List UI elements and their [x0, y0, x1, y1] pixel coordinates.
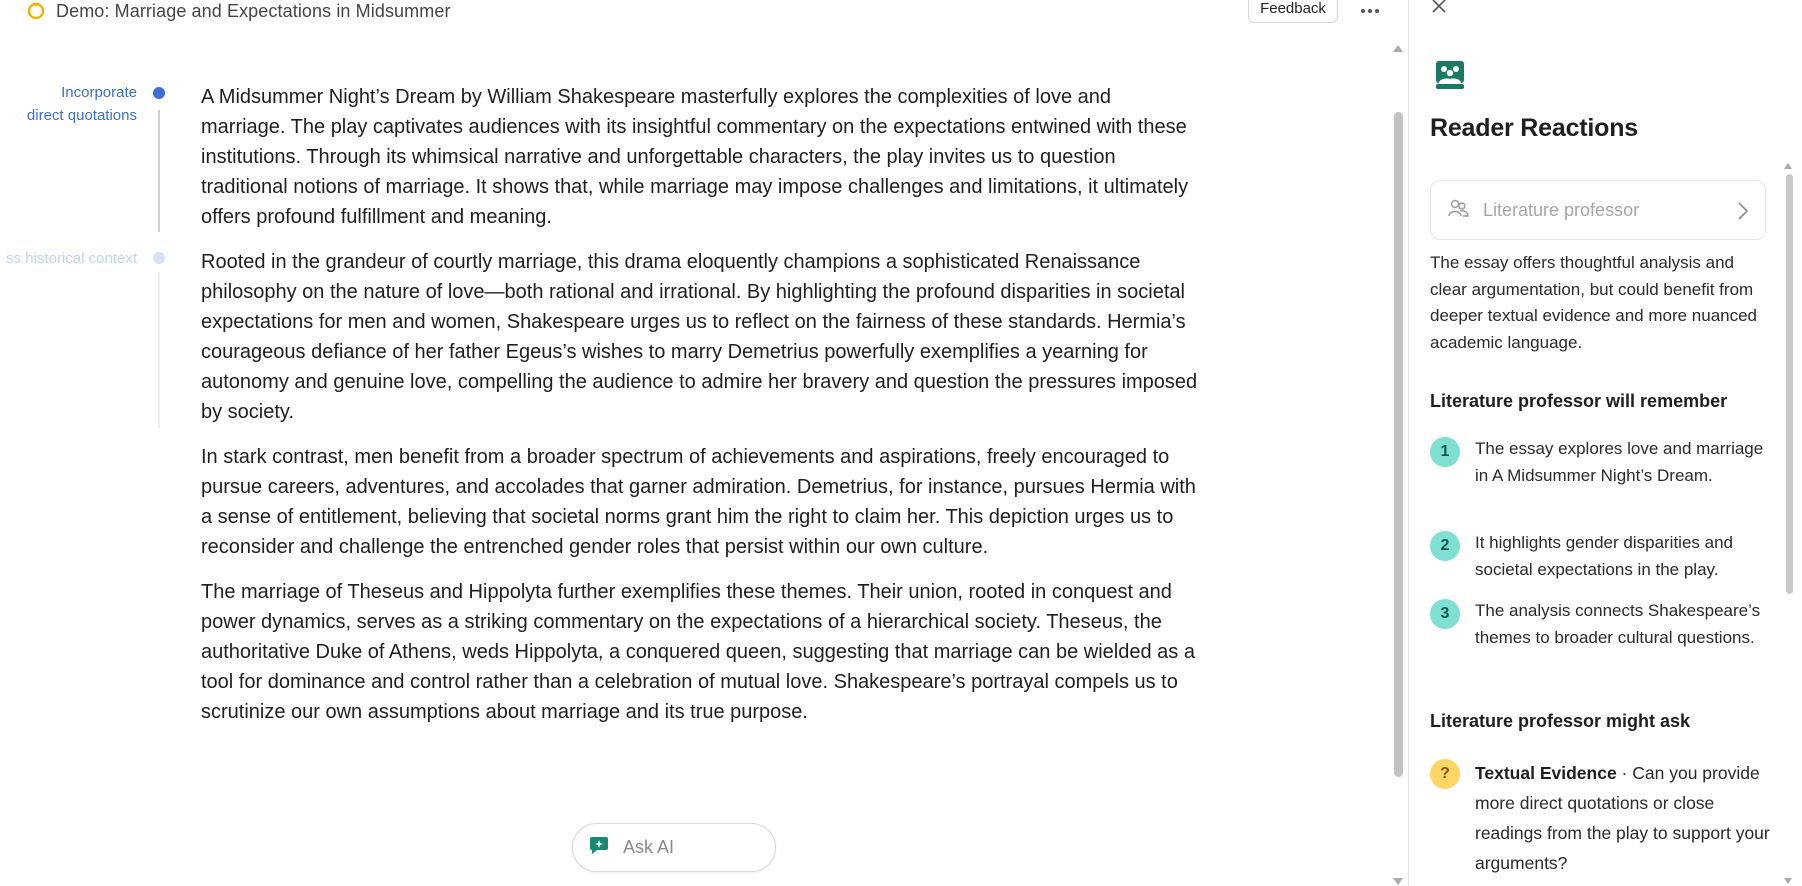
editor-scroll-down-arrow[interactable]	[1393, 878, 1403, 885]
document-ring-icon	[26, 0, 46, 20]
reader-reactions-icon	[1435, 60, 1467, 92]
question-separator: ·	[1616, 763, 1633, 783]
reaction-summary: The essay offers thoughtful analysis and clear argumentation, but could benefit from deeper textual evidence and more nuanced academic language.	[1430, 253, 1758, 352]
ask-ai-label: Ask AI	[623, 837, 675, 857]
personas-icon	[1447, 197, 1469, 224]
panel-scrollbar-thumb[interactable]	[1786, 174, 1793, 594]
editor-scrollbar-thumb[interactable]	[1394, 112, 1403, 777]
essay-editor[interactable]	[201, 82, 1201, 742]
memory-item	[1430, 436, 1770, 489]
question-badge: ?	[1430, 759, 1460, 789]
memory-number-badge: 1	[1430, 437, 1460, 467]
essay-paragraph[interactable]: In stark contrast, men benefit from a broader spectrum of achievements and aspirations, freely encouraged to pursue careers, adventures, and accolades that garner admiration. Demetrius, for instance, pursues Hermia with a sense of entitlement, believing that societal norms grant him the right to claim her. This depiction urges us to reconsider and challenge the entrenched gender roles that persist within our own culture.	[201, 446, 1196, 558]
suggestion-range-line	[158, 272, 160, 428]
memory-text: It highlights gender disparities and societal expectations in the play.	[1475, 533, 1733, 579]
remember-heading: Literature professor will remember	[1430, 391, 1728, 411]
suggestion-label-line2: direct quotations	[26, 107, 137, 124]
ai-chat-icon	[589, 835, 609, 860]
ask-heading: Literature professor might ask	[1430, 711, 1691, 731]
memory-item	[1430, 598, 1770, 651]
suggestion-historical-context[interactable]: ss historical context	[6, 250, 137, 267]
suggestion-incorporate-quotations[interactable]	[0, 81, 137, 127]
essay-paragraph[interactable]: Rooted in the grandeur of courtly marriage, this drama eloquently champions a sophisticated Renaissance philosophy on the nature of love—both rational and irrational. By highlighting the profound disparities in societal expectations for men and women, Shakespeare urges us to reflect on the fairness of these standards. Hermia’s courageous defiance of her father Egeus’s wishes to marry Demetrius powerfully exemplifies a yearning for autonomy and genuine love, compelling the audience to admire her bravery and question the pressures imposed by society.	[201, 251, 1198, 423]
memory-number-badge: 2	[1430, 531, 1460, 561]
persona-label: Literature professor	[1483, 199, 1640, 220]
suggestion-range-line	[158, 110, 160, 232]
essay-paragraph[interactable]: A Midsummer Night’s Dream by William Shakespeare masterfully explores the complexities of love and marriage. The play captivates audiences with its insightful commentary on the expectations entwined with these institutions. Through its whimsical narrative and unforgettable characters, the play invites us to question traditional notions of marriage. It shows that, while marriage may impose challenges and limitations, it ultimately offers profound fulfillment and meaning.	[201, 86, 1189, 228]
panel-scroll-up-arrow[interactable]	[1784, 163, 1792, 169]
editor-scroll-up-arrow[interactable]	[1393, 45, 1403, 52]
panel-title: Reader Reactions	[1430, 114, 1638, 142]
memory-number-badge: 3	[1430, 599, 1460, 629]
chevron-right-icon	[1737, 201, 1749, 226]
suggestion-label-line1: Incorporate	[61, 84, 137, 101]
memory-text: The essay explores love and marriage in A Midsummer Night’s Dream.	[1475, 439, 1764, 485]
document-title: Demo: Marriage and Expectations in Midsummer	[56, 0, 451, 21]
close-icon[interactable]	[1429, 0, 1449, 18]
question-item	[1430, 758, 1770, 878]
ask-ai-button[interactable]	[572, 823, 776, 872]
document-title-bar	[26, 0, 451, 22]
essay-paragraph[interactable]: The marriage of Theseus and Hippolyta further exemplifies these themes. Their union, rooted in conquest and power dynamics, serves as a striking commentary on the expectations of a hierarchical society. Theseus, the authoritative Duke of Athens, weds Hippolyta, a conquered queen, suggesting that marriage can be wielded as a tool for dominance and control rather than a celebration of mutual love. Shakespeare’s portrayal compels us to scrutinize our own assumptions about marriage and its true purpose.	[201, 581, 1195, 723]
memory-text: The analysis connects Shakespeare’s themes to broader cultural questions.	[1475, 601, 1761, 647]
question-topic: Textual Evidence	[1475, 763, 1617, 783]
suggestion-marker-dot[interactable]	[153, 252, 165, 264]
feedback-button[interactable]: Feedback	[1248, 0, 1338, 23]
panel-scroll-down-arrow[interactable]	[1784, 878, 1792, 884]
memory-item	[1430, 530, 1770, 583]
question-body: Can you provide more direct quotations or close readings from the play to support your arguments?	[1475, 763, 1770, 873]
persona-selector[interactable]	[1430, 180, 1766, 240]
reader-reactions-panel	[1409, 0, 1802, 886]
suggestion-marker-dot[interactable]	[153, 87, 165, 99]
more-options-icon[interactable]	[1358, 0, 1382, 22]
question-text	[1475, 758, 1770, 878]
